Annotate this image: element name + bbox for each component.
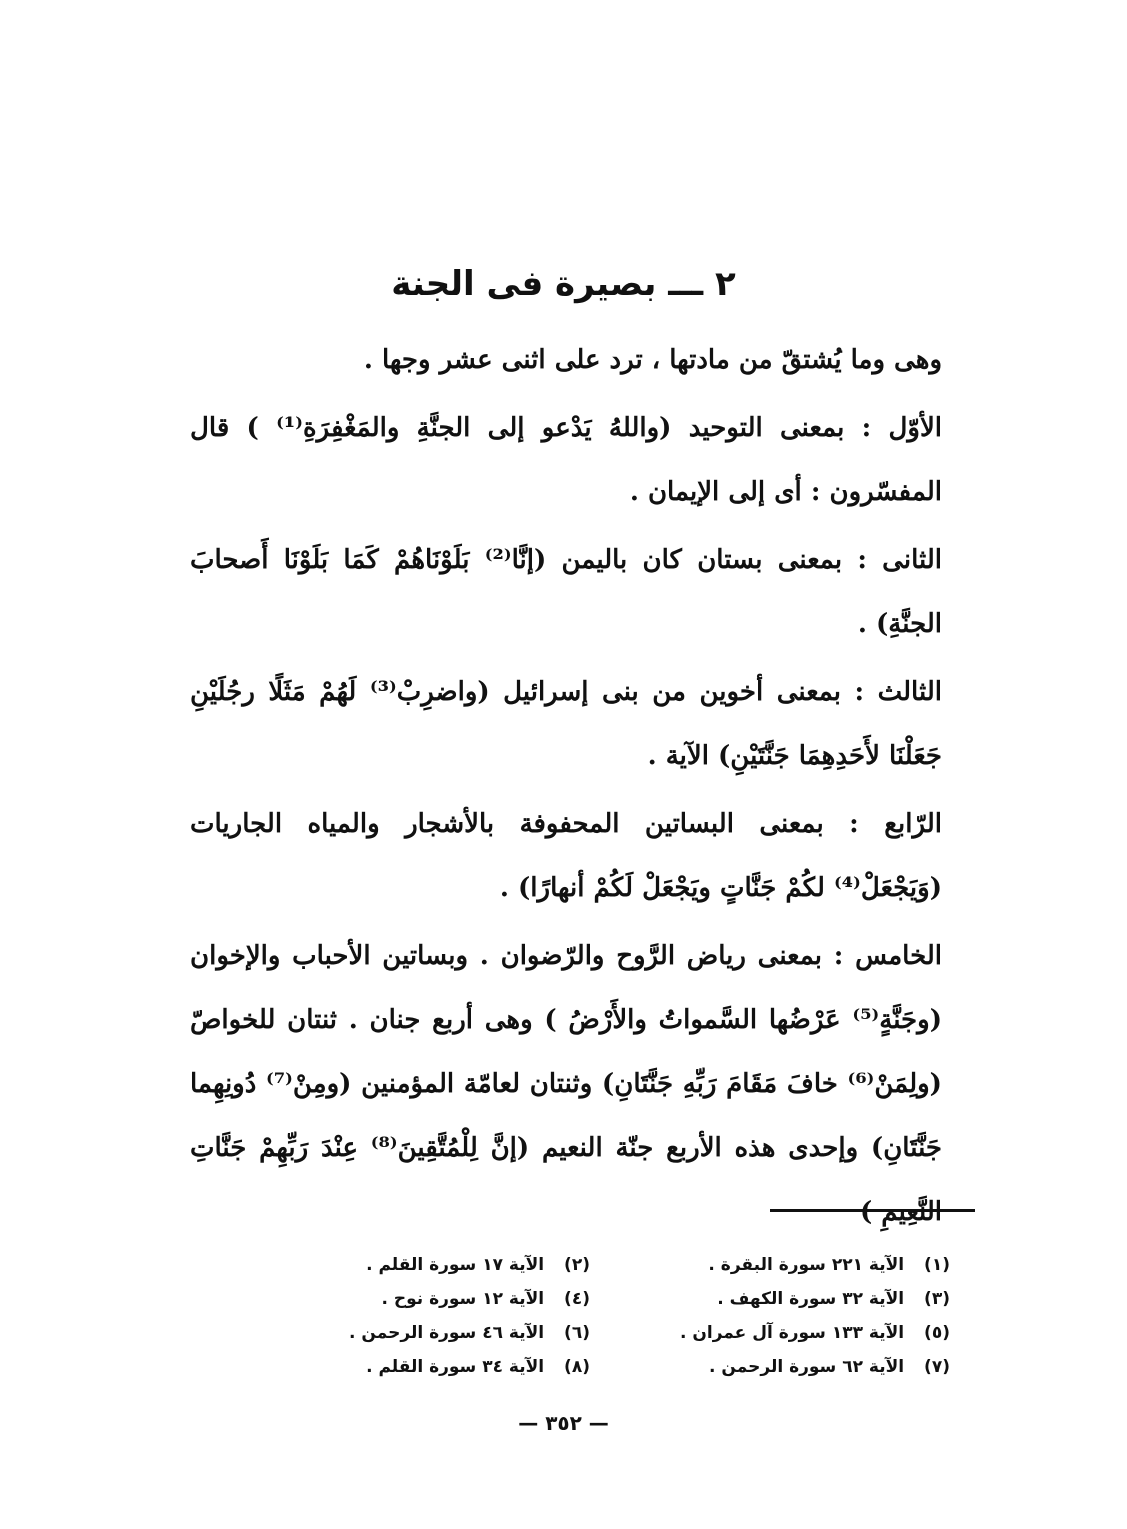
- body-text: [190, 328, 942, 1248]
- footnote-number: (٤): [564, 1289, 590, 1309]
- footnote-row: [230, 1316, 950, 1350]
- footnote-row: [230, 1248, 950, 1282]
- paragraph-third-meaning: الثالث : بمعنى أخوين من بنى إسرائيل (واضرِبْ⁽³⁾ لَهُمْ مَثَلًا رجُلَيْنِ جَعَلْنَا لأَحَدِهِمَا جَنَّتَيْنِ) الآية .: [190, 677, 942, 771]
- footnote-number: (٨): [564, 1357, 590, 1377]
- footnote-6: [230, 1316, 590, 1350]
- footnote-5: [590, 1316, 950, 1350]
- chapter-title: ٢ ـــ بصيرة فى الجنة: [391, 263, 736, 304]
- footnote-3: [590, 1282, 950, 1316]
- footnote-text: الآية ٦٢ سورة الرحمن .: [709, 1357, 905, 1377]
- paragraph-second-meaning: الثانى : بمعنى بستان كان باليمن (إنَّا⁽²⁾ بَلَوْنَاهُمْ كَمَا بَلَوْنَا أَصحابَ الجنَّةِ) .: [190, 545, 942, 639]
- footnote-divider: [770, 1209, 975, 1212]
- footnote-8: [230, 1350, 590, 1384]
- footnote-text: الآية ٤٦ سورة الرحمن .: [349, 1323, 545, 1343]
- footnote-number: (٥): [924, 1323, 950, 1343]
- footnote-text: الآية ٣٢ سورة الكهف .: [717, 1289, 905, 1309]
- footnote-number: (٧): [924, 1357, 950, 1377]
- footnote-2: [230, 1248, 590, 1282]
- footnote-4: [230, 1282, 590, 1316]
- footnote-number: (٢): [564, 1255, 590, 1275]
- paragraph-fifth-meaning: الخامس : بمعنى رياض الرَّوح والرّضوان . وبساتين الأحباب والإخوان (وجَنَّةٍ⁽⁵⁾ عَرْضُها السَّمواتُ والأَرْضُ ) وهى أربع جنان . ثنتان للخواصّ (ولِمَنْ⁽⁶⁾ خافَ مَقَامَ رَبِّهِ جَنَّتَانِ) وثنتان لعامّة المؤمنين (ومِنْ⁽⁷⁾ دُونِهِما جَنَّتَانِ) وإحدى هذه الأربع جنّة النعيم (إنَّ لِلْمُتَّقِينَ⁽⁸⁾ عِنْدَ رَبِّهِمْ جَنَّاتِ النَّعِيمِ ): [190, 941, 942, 1227]
- footnote-number: (٣): [924, 1289, 950, 1309]
- page-number: — ٣٥٢ —: [518, 1411, 609, 1435]
- footnote-1: [590, 1248, 950, 1282]
- footnote-number: (١): [924, 1255, 950, 1275]
- paragraph-first-meaning: الأوّل : بمعنى التوحيد (واللهُ يَدْعو إلى الجنَّةِ والمَغْفِرَةِ⁽¹⁾ ) قال المفسّرون : أى إلى الإيمان .: [190, 413, 942, 507]
- footnote-text: الآية ٢٢١ سورة البقرة .: [708, 1255, 905, 1275]
- footnote-row: [230, 1350, 950, 1384]
- footnote-row: [230, 1282, 950, 1316]
- footnote-text: الآية ١٣٣ سورة آل عمران .: [679, 1323, 905, 1343]
- paragraph-intro: وهى وما يُشتقّ من مادتها ، ترد على اثنى عشر وجها .: [363, 345, 942, 375]
- footnote-text: الآية ١٢ سورة نوح .: [381, 1289, 545, 1309]
- footnote-text: الآية ١٧ سورة القلم .: [366, 1255, 545, 1275]
- footnotes: [230, 1248, 950, 1384]
- paragraph-fourth-meaning: الرّابع : بمعنى البساتين المحفوفة بالأشجار والمياه الجاريات (وَيَجْعَلْ⁽⁴⁾ لكُمْ جَنَّاتٍ ويَجْعَلْ لَكُمْ أنهارًا) .: [190, 809, 942, 903]
- footnote-7: [590, 1350, 950, 1384]
- footnote-number: (٦): [564, 1323, 590, 1343]
- footnote-text: الآية ٣٤ سورة القلم .: [366, 1357, 545, 1377]
